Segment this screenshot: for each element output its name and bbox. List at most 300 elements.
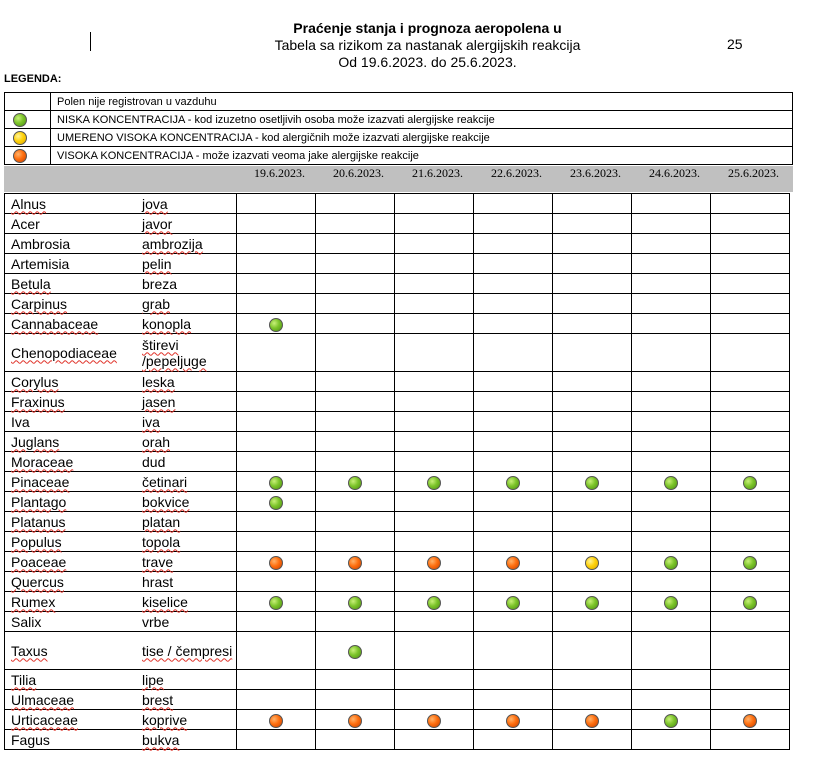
concentration-cell [632,670,711,690]
concentration-cell [474,552,553,572]
concentration-cell [395,730,474,750]
local-name: lipe [142,671,164,688]
concentration-cell [632,234,711,254]
green-dot-icon [664,596,678,610]
concentration-cell [316,294,395,314]
legend-text: NISKA KONCENTRACIJA - kod izuzetno osetljivih osoba može izazvati alergijske reakcije [51,111,793,129]
concentration-cell [553,592,632,612]
concentration-cell [474,334,553,372]
legend-table [4,92,793,165]
concentration-cell [632,372,711,392]
page-number: 25 [727,36,743,52]
latin-name: Cannabaceae [11,315,99,332]
dates-header-bar [4,166,793,192]
concentration-cell [316,730,395,750]
orange-dot-icon [506,556,520,570]
yellow-dot-icon [13,131,27,145]
green-dot-icon [348,476,362,490]
concentration-cell [711,412,790,432]
green-dot-icon [506,476,520,490]
concentration-cell [237,710,316,730]
local-name: dud [142,453,166,470]
concentration-cell [553,690,632,710]
concentration-cell [632,254,711,274]
local-name: pelin [142,255,172,272]
concentration-cell [316,632,395,670]
concentration-cell [474,432,553,452]
concentration-cell [553,314,632,334]
green-dot-icon [269,596,283,610]
concentration-cell [711,254,790,274]
local-name: trave [142,553,174,570]
concentration-cell [395,572,474,592]
pollen-table [4,193,790,750]
date-header: 21.6.2023. [412,166,463,180]
concentration-cell [553,572,632,592]
green-dot-icon [269,496,283,510]
concentration-cell [632,412,711,432]
concentration-cell [711,314,790,334]
green-dot-icon [743,556,757,570]
concentration-cell [632,492,711,512]
concentration-cell [474,572,553,592]
concentration-cell [237,670,316,690]
orange-dot-icon [743,714,757,728]
concentration-cell [395,274,474,294]
concentration-cell [395,632,474,670]
concentration-cell [237,452,316,472]
concentration-cell [711,472,790,492]
date-header: 24.6.2023. [649,166,700,180]
concentration-cell [395,412,474,432]
concentration-cell [553,730,632,750]
concentration-cell [711,432,790,452]
document-header [0,20,823,71]
table-row [5,512,790,532]
concentration-cell [632,314,711,334]
concentration-cell [316,572,395,592]
concentration-cell [632,472,711,492]
green-dot-icon [585,476,599,490]
table-row [5,532,790,552]
concentration-cell [395,392,474,412]
legend-swatch-empty [5,93,51,111]
local-name: ambrozija [142,235,203,252]
concentration-cell [237,254,316,274]
concentration-cell [711,670,790,690]
concentration-cell [237,730,316,750]
local-name: jova [142,195,168,212]
concentration-cell [553,612,632,632]
latin-name: Betula [11,275,51,292]
table-row [5,294,790,314]
green-dot-icon [348,596,362,610]
local-name: hrast [142,573,174,590]
table-row [5,314,790,334]
concentration-cell [395,532,474,552]
table-row [5,254,790,274]
orange-dot-icon [269,714,283,728]
concentration-cell [316,412,395,432]
latin-name: Carpinus [11,295,68,312]
table-row [5,372,790,392]
latin-name: Rumex [11,593,56,610]
concentration-cell [632,392,711,412]
concentration-cell [395,492,474,512]
local-name: bokvice [142,493,190,510]
local-name: tise / čempresi [142,642,233,659]
concentration-cell [474,372,553,392]
table-row [5,412,790,432]
green-dot-icon [664,556,678,570]
table-row [5,194,790,214]
legend-row-high [5,147,793,165]
concentration-cell [237,552,316,572]
latin-name: Taxus [11,642,48,659]
local-name: štirevi /pepeljuge [142,336,207,369]
concentration-cell [632,632,711,670]
orange-dot-icon [348,714,362,728]
legend-text: UMERENO VISOKA KONCENTRACIJA - kod alergičnih može izazvati alergijske reakcije [51,129,793,147]
latin-name: Quercus [11,573,64,590]
legend-row-low [5,111,793,129]
concentration-cell [711,730,790,750]
concentration-cell [316,710,395,730]
concentration-cell [711,612,790,632]
table-row [5,214,790,234]
table-row [5,572,790,592]
concentration-cell [237,432,316,452]
date-header: 20.6.2023. [333,166,384,180]
latin-name: Platanus [11,513,66,530]
concentration-cell [553,234,632,254]
concentration-cell [316,532,395,552]
concentration-cell [553,412,632,432]
concentration-cell [553,372,632,392]
concentration-cell [553,492,632,512]
table-row [5,612,790,632]
concentration-cell [711,274,790,294]
concentration-cell [474,592,553,612]
date-range: Od 19.6.2023. do 25.6.2023. [338,54,517,70]
concentration-cell [237,492,316,512]
date-header: 19.6.2023. [254,166,305,180]
concentration-cell [316,492,395,512]
concentration-cell [474,314,553,334]
concentration-cell [553,392,632,412]
concentration-cell [474,254,553,274]
concentration-cell [711,552,790,572]
table-row [5,592,790,612]
concentration-cell [316,472,395,492]
legend-row-moderate [5,129,793,147]
concentration-cell [316,194,395,214]
concentration-cell [474,690,553,710]
local-name: brest [142,691,174,708]
concentration-cell [474,392,553,412]
orange-dot-icon [269,556,283,570]
document-subtitle: Tabela sa rizikom za nastanak alergijskih reakcija [274,37,581,53]
concentration-cell [237,632,316,670]
concentration-cell [553,632,632,670]
green-dot-icon [427,596,441,610]
concentration-cell [632,572,711,592]
latin-name: Alnus [11,195,47,212]
concentration-cell [395,710,474,730]
date-header: 23.6.2023. [570,166,621,180]
latin-name: Populus [11,533,62,550]
concentration-cell [474,194,553,214]
concentration-cell [316,334,395,372]
concentration-cell [237,532,316,552]
latin-name: Ambrosia [11,235,71,252]
concentration-cell [237,214,316,234]
concentration-cell [237,512,316,532]
table-row [5,334,790,372]
concentration-cell [395,612,474,632]
local-name: grab [142,295,171,312]
concentration-cell [237,412,316,432]
concentration-cell [237,612,316,632]
concentration-cell [395,372,474,392]
concentration-cell [711,512,790,532]
green-dot-icon [348,645,362,659]
orange-dot-icon [348,556,362,570]
local-name: breza [142,275,178,292]
concentration-cell [632,334,711,372]
latin-name: Poaceae [11,553,67,570]
concentration-cell [395,314,474,334]
table-row [5,690,790,710]
concentration-cell [316,372,395,392]
concentration-cell [553,532,632,552]
concentration-cell [553,710,632,730]
concentration-cell [474,670,553,690]
green-dot-icon [664,714,678,728]
concentration-cell [316,592,395,612]
concentration-cell [553,670,632,690]
latin-name: Chenopodiaceae [11,344,117,361]
local-name: platan [142,513,181,530]
latin-name: Fraxinus [11,393,65,410]
latin-name: Pinaceae [11,473,70,490]
concentration-cell [474,472,553,492]
concentration-cell [553,452,632,472]
concentration-cell [316,690,395,710]
table-row [5,452,790,472]
concentration-cell [553,194,632,214]
concentration-cell [316,512,395,532]
concentration-cell [632,214,711,234]
concentration-cell [316,452,395,472]
concentration-cell [553,432,632,452]
concentration-cell [553,512,632,532]
concentration-cell [316,670,395,690]
concentration-cell [711,294,790,314]
concentration-cell [632,274,711,294]
concentration-cell [474,632,553,670]
concentration-cell [711,194,790,214]
table-row [5,234,790,254]
date-header: 22.6.2023. [491,166,542,180]
table-row [5,392,790,412]
concentration-cell [316,552,395,572]
green-dot-icon [585,596,599,610]
concentration-cell [711,532,790,552]
concentration-cell [395,670,474,690]
latin-name: Acer [11,215,40,232]
concentration-cell [237,592,316,612]
green-dot-icon [743,476,757,490]
concentration-cell [395,552,474,572]
latin-name: Corylus [11,373,59,390]
concentration-cell [237,234,316,254]
legend-label: LEGENDA: [4,73,62,85]
concentration-cell [553,334,632,372]
concentration-cell [632,194,711,214]
concentration-cell [632,710,711,730]
concentration-cell [474,512,553,532]
local-name: vrbe [142,613,170,630]
concentration-cell [395,512,474,532]
legend-text: Polen nije registrovan u vazduhu [51,93,793,111]
concentration-cell [711,234,790,254]
table-row [5,274,790,294]
concentration-cell [395,214,474,234]
concentration-cell [474,532,553,552]
concentration-cell [474,274,553,294]
green-dot-icon [269,318,283,332]
concentration-cell [553,254,632,274]
concentration-cell [632,552,711,572]
green-dot-icon [506,596,520,610]
concentration-cell [711,572,790,592]
concentration-cell [237,274,316,294]
latin-name: Artemisia [11,255,70,272]
concentration-cell [632,612,711,632]
orange-dot-icon [585,714,599,728]
concentration-cell [632,532,711,552]
concentration-cell [316,314,395,334]
concentration-cell [395,254,474,274]
concentration-cell [474,492,553,512]
concentration-cell [395,334,474,372]
green-dot-icon [427,476,441,490]
concentration-cell [316,254,395,274]
concentration-cell [632,512,711,532]
concentration-cell [237,372,316,392]
concentration-cell [395,234,474,254]
concentration-cell [711,690,790,710]
latin-name: Tilia [11,671,37,688]
green-dot-icon [269,476,283,490]
table-row [5,472,790,492]
table-row [5,432,790,452]
concentration-cell [474,234,553,254]
concentration-cell [632,452,711,472]
orange-dot-icon [427,556,441,570]
local-name: konopla [142,315,192,332]
date-header: 25.6.2023. [728,166,779,180]
concentration-cell [711,492,790,512]
concentration-cell [711,592,790,612]
latin-name: Juglans [11,433,60,450]
concentration-cell [237,294,316,314]
concentration-cell [711,214,790,234]
table-row [5,492,790,512]
latin-name: Iva [11,413,30,430]
concentration-cell [316,392,395,412]
latin-name: Urticaceae [11,711,78,728]
legend-row-none [5,93,793,111]
concentration-cell [632,730,711,750]
concentration-cell [395,690,474,710]
local-name: kiselice [142,593,188,610]
concentration-cell [316,612,395,632]
concentration-cell [395,294,474,314]
concentration-cell [553,552,632,572]
text-cursor [90,32,91,51]
concentration-cell [316,214,395,234]
concentration-cell [474,412,553,432]
concentration-cell [474,294,553,314]
local-name: orah [142,433,171,450]
concentration-cell [711,452,790,472]
green-dot-icon [743,596,757,610]
orange-dot-icon [427,714,441,728]
table-row [5,552,790,572]
latin-name: Plantago [11,493,67,510]
local-name: topola [142,533,181,550]
concentration-cell [395,472,474,492]
concentration-cell [632,690,711,710]
concentration-cell [474,452,553,472]
concentration-cell [395,432,474,452]
local-name: javor [142,215,173,232]
concentration-cell [237,314,316,334]
concentration-cell [553,294,632,314]
concentration-cell [316,274,395,294]
local-name: koprive [142,711,188,728]
concentration-cell [474,730,553,750]
concentration-cell [711,392,790,412]
concentration-cell [553,214,632,234]
table-row [5,670,790,690]
orange-dot-icon [13,149,27,163]
latin-name: Ulmaceae [11,691,75,708]
concentration-cell [237,572,316,592]
concentration-cell [237,392,316,412]
green-dot-icon [664,476,678,490]
document-title: Praćenje stanja i prognoza aeropolena u [293,20,562,36]
concentration-cell [553,472,632,492]
local-name: bukva [142,731,180,748]
concentration-cell [237,334,316,372]
concentration-cell [553,274,632,294]
concentration-cell [632,592,711,612]
local-name: jasen [142,393,176,410]
concentration-cell [711,710,790,730]
concentration-cell [316,234,395,254]
concentration-cell [711,372,790,392]
table-row [5,710,790,730]
concentration-cell [395,452,474,472]
concentration-cell [711,632,790,670]
concentration-cell [237,472,316,492]
concentration-cell [395,194,474,214]
table-row [5,730,790,750]
concentration-cell [316,432,395,452]
